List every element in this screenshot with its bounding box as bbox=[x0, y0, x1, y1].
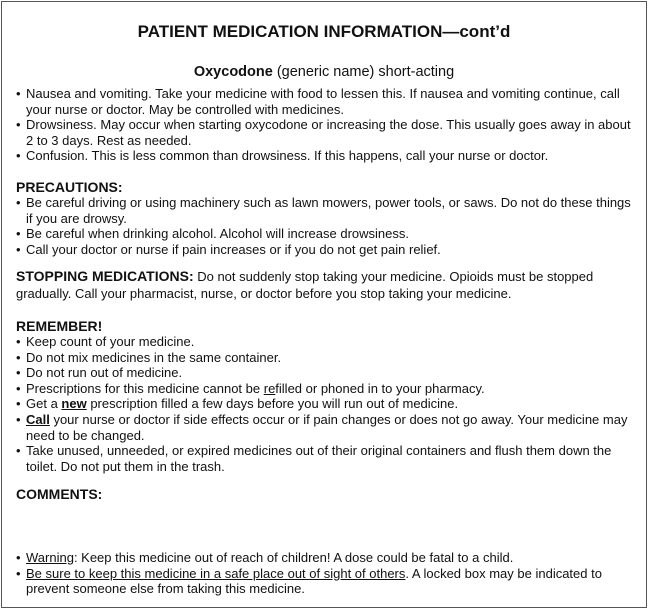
precautions-section bbox=[16, 179, 640, 257]
side-effects-section bbox=[16, 86, 640, 164]
list-item: • Be careful driving or using machinery such as lawn mowers, power tools, or saws. Do not do these things if you are drowsy. bbox=[16, 195, 640, 226]
list-item bbox=[16, 396, 640, 412]
stopping-text: Do not suddenly stop taking your medicine. Opioids must be stopped gradually. Call your pharmacist, nurse, or doctor before you stop taking your medicine. bbox=[16, 269, 594, 301]
call-text: your nurse or doctor if side effects occur or if pain changes or does not go away. Your medicine may need to be changed. bbox=[26, 411, 628, 443]
refill-underlined: re bbox=[263, 380, 276, 396]
stopping-section bbox=[16, 268, 640, 302]
warnings-section bbox=[16, 550, 640, 597]
list-item bbox=[16, 412, 640, 443]
list-item: • Confusion. This is less common than drowsiness. If this happens, call your nurse or doctor. bbox=[16, 148, 640, 164]
list-item: • Do not mix medicines in the same container. bbox=[16, 350, 640, 366]
medication-info-sheet bbox=[1, 1, 647, 608]
refill-text: Prescriptions for this medicine cannot be bbox=[26, 380, 264, 396]
list-item: • Take unused, unneeded, or expired medicines out of their original containers and flush them down the toilet. Do not put them in the trash. bbox=[16, 443, 640, 474]
precautions-heading: PRECAUTIONS: bbox=[16, 179, 123, 195]
new-emphasis: new bbox=[61, 396, 87, 412]
stopping-heading: STOPPING MEDICATIONS: bbox=[16, 268, 194, 284]
warning-label: Warning bbox=[26, 550, 74, 565]
comments-heading: COMMENTS: bbox=[16, 486, 103, 502]
refill-text-end: filled or phoned in to your pharmacy. bbox=[275, 380, 485, 396]
remember-section bbox=[16, 318, 640, 474]
list-item: • Nausea and vomiting. Take your medicine with food to lessen this. If nausea and vomiting continue, call your nurse or doctor. May be controlled with medicines. bbox=[16, 86, 640, 117]
comments-section bbox=[16, 486, 640, 502]
remember-list bbox=[16, 334, 640, 474]
warnings-list bbox=[16, 550, 640, 597]
drug-descriptor: (generic name) short-acting bbox=[272, 64, 455, 80]
call-emphasis: Call bbox=[26, 411, 50, 427]
precautions-list bbox=[16, 195, 640, 257]
list-item: • Do not run out of medicine. bbox=[16, 365, 640, 381]
side-effects-list bbox=[16, 86, 640, 164]
list-item bbox=[16, 550, 640, 566]
page-title: PATIENT MEDICATION INFORMATION—cont’d bbox=[137, 22, 511, 41]
list-item: • Drowsiness. May occur when starting oxycodone or increasing the dose. This usually goes away in about 2 to 3 days. Rest as needed. bbox=[16, 117, 640, 148]
new-text-end: prescription filled a few days before you will run out of medicine. bbox=[86, 396, 459, 412]
list-item: • Be careful when drinking alcohol. Alcohol will increase drowsiness. bbox=[16, 226, 640, 242]
new-text: Get a bbox=[26, 396, 62, 412]
drug-name: Oxycodone bbox=[193, 64, 273, 80]
safe-storage-text: . A locked box may be indicated to prevent someone else from taking this medicine. bbox=[26, 565, 602, 597]
list-item: • Call your doctor or nurse if pain increases or if you do not get pain relief. bbox=[16, 242, 640, 258]
safe-storage-emphasis: Be sure to keep this medicine in a safe place out of sight of others bbox=[26, 565, 406, 581]
list-item: • Keep count of your medicine. bbox=[16, 334, 640, 350]
warning-text: : Keep this medicine out of reach of children! A dose could be fatal to a child. bbox=[73, 550, 514, 565]
list-item bbox=[16, 566, 640, 597]
list-item bbox=[16, 381, 640, 397]
remember-heading: REMEMBER! bbox=[16, 318, 103, 334]
drug-subtitle bbox=[2, 64, 646, 81]
